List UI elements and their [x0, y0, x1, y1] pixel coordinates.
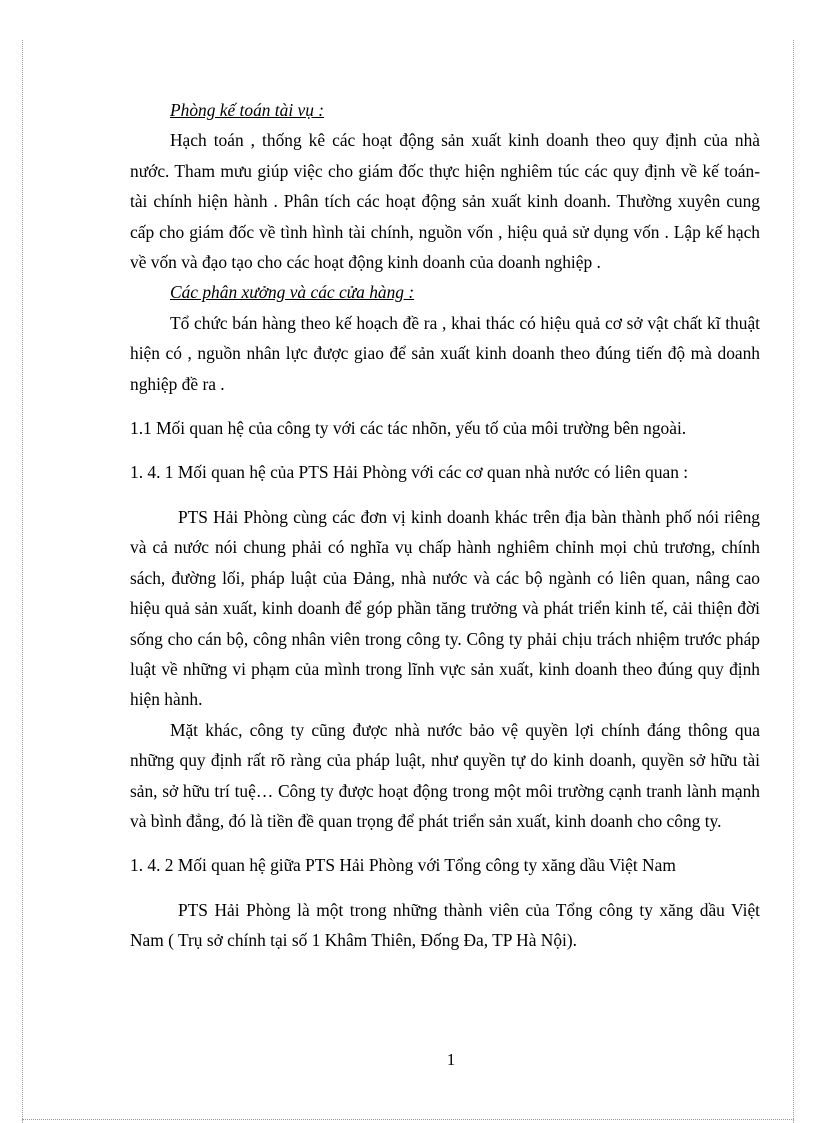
workshops-section-title: Các phân xưởng và các cửa hàng :: [170, 282, 415, 303]
document-body: [130, 95, 760, 956]
accounting-section-body: Hạch toán , thống kê các hoạt động sản xuất kinh doanh theo quy định của nhà nước. Tham mưu giúp việc cho giám đốc thực hiện nghiêm túc các quy định về kế toán- tài chính hiện hành . Phân tích các hoạt động sản xuất kinh doanh. Thường xuyên cung cấp cho giám đốc về tình hình tài chính, nguồn vốn , hiệu quả sử dụng vốn . Lập kế hạch về vốn và đạo tạo cho các hoạt động kinh doanh của doanh nghiệp .: [130, 130, 760, 273]
heading-1-1: 1.1 Mối quan hệ của công ty với các tác nhõn, yếu tố của môi trường bên ngoài.: [130, 418, 687, 439]
accounting-section-title: Phòng kế toán tài vụ :: [170, 100, 325, 120]
page-bottom-rule: [22, 1119, 794, 1120]
workshops-section-body: Tổ chức bán hàng theo kế hoạch đề ra , khai thác có hiệu quả cơ sở vật chất kĩ thuật hiện có , nguồn nhân lực được giao để sản xuất kinh doanh theo đúng tiến độ mà doanh nghiệp đề ra .: [130, 312, 760, 394]
paragraph-1-4-1-b: Mặt khác, công ty cũng được nhà nước bảo vệ quyền lợi chính đáng thông qua những quy định rất rõ ràng của pháp luật, như quyền tự do kinh doanh, quyền sở hữu tài sản, sở hữu trí tuệ… Công ty được hoạt động trong một môi trường cạnh tranh lành mạnh và bình đẳng, đó là tiền đề quan trọng để phát triển sản xuất, kinh doanh cho công ty.: [130, 719, 760, 831]
paragraph-1-4-2: PTS Hải Phòng là một trong những thành viên của Tổng công ty xăng dầu Việt Nam ( Trụ sở chính tại số 1 Khâm Thiên, Đống Đa, TP Hà Nội).: [130, 899, 760, 951]
page-number: 1: [446, 1050, 456, 1069]
heading-1-4-2: 1. 4. 2 Mối quan hệ giữa PTS Hải Phòng với Tổng công ty xăng dầu Việt Nam: [130, 855, 676, 876]
paragraph-1-4-1-a: PTS Hải Phòng cùng các đơn vị kinh doanh khác trên địa bàn thành phố nói riêng và cả nước nói chung phải có nghĩa vụ chấp hành nghiêm chỉnh mọi chủ trương, chính sách, đường lối, pháp luật của Đảng, nhà nước và các bộ ngành có liên quan, nâng cao hiệu quả sản xuất, kinh doanh để góp phần tăng trưởng và phát triển kinh tế, cải thiện đời sống cho cán bộ, công nhân viên trong công ty. Công ty phải chịu trách nhiệm trước pháp luật về những vi phạm của mình trong lĩnh vực sản xuất, kinh doanh theo đúng quy định hiện hành.: [130, 506, 760, 710]
heading-1-4-1: 1. 4. 1 Mối quan hệ của PTS Hải Phòng với các cơ quan nhà nước có liên quan :: [130, 462, 689, 483]
